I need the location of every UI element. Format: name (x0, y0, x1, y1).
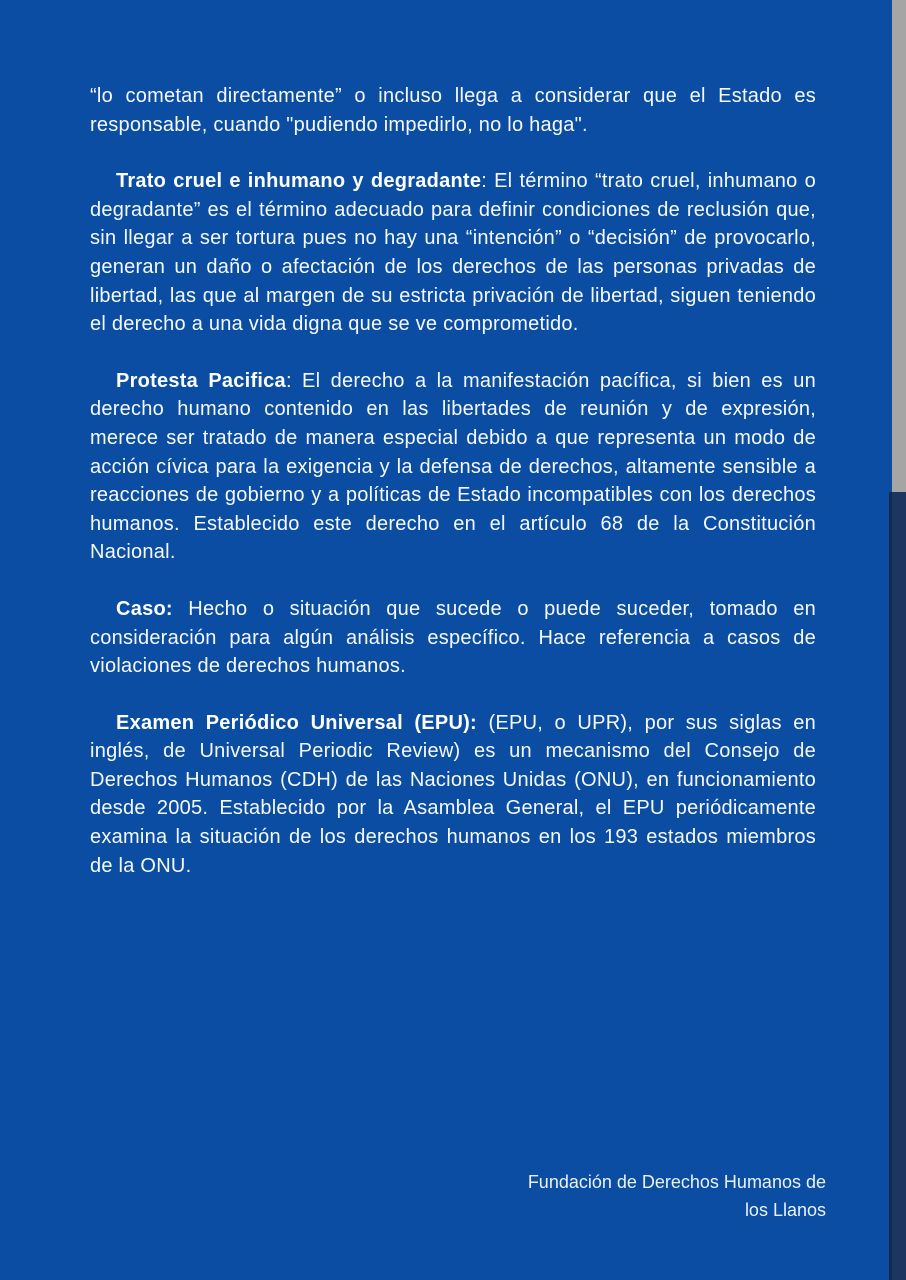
term-label: Examen Periódico Universal (EPU): (116, 711, 477, 734)
footer-org-line2: los Llanos (744, 1200, 826, 1220)
term-label: Protesta Pacifica (116, 369, 286, 392)
footer-org-line1: Fundación de Derechos Humanos de (527, 1172, 826, 1192)
paragraph: Examen Periódico Universal (EPU): (EPU, o UPR), por sus siglas en inglés, de Universal Periodic Review) es un mecanismo del Consejo de Derechos Humanos (CDH) de las Naciones Unidas (ONU), en funcionamiento desde 2005. Establecido por la Asamblea General, el EPU periódicamente examina la situación de los derechos humanos en los 193 estados miembros de la ONU. (90, 711, 816, 877)
paragraph: Caso: Hecho o situación que sucede o puede suceder, tomado en consideración para algún análisis específico. Hace referencia a casos de violaciones de derechos humanos. (90, 597, 816, 678)
scrollbar-track[interactable] (892, 492, 906, 1280)
scrollbar-thumb[interactable] (892, 0, 906, 492)
scrollbar[interactable] (892, 0, 906, 1280)
document-body (90, 0, 816, 908)
paragraph: “lo cometan directamente” o incluso llega a considerar que el Estado es responsable, cuando "pudiendo impedirlo, no lo haga". (90, 85, 816, 136)
page-footer (406, 1168, 826, 1224)
term-label: Trato cruel e inhumano y degradante (116, 170, 482, 193)
paragraph: Trato cruel e inhumano y degradante: El término “trato cruel, inhumano o degradante” es el término adecuado para definir condiciones de reclusión que, sin llegar a ser tortura pues no hay una “intención” o “decisión” de provocarlo, generan un daño o afectación de los derechos de las personas privadas de libertad, las que al margen de su estricta privación de libertad, siguen teniendo el derecho a una vida digna que se ve comprometido. (90, 170, 817, 336)
term-label: Caso: (116, 597, 173, 620)
paragraph: Protesta Pacifica: El derecho a la manifestación pacífica, si bien es un derecho humano contenido en las libertades de reunión y de expresión, merece ser tratado de manera especial debido a que representa un modo de acción cívica para la exigencia y la defensa de derechos, altamente sensible a reacciones de gobierno y a políticas de Estado incompatibles con los derechos humanos. Establecido este derecho en el artículo 68 de la Constitución Nacional. (90, 369, 816, 564)
